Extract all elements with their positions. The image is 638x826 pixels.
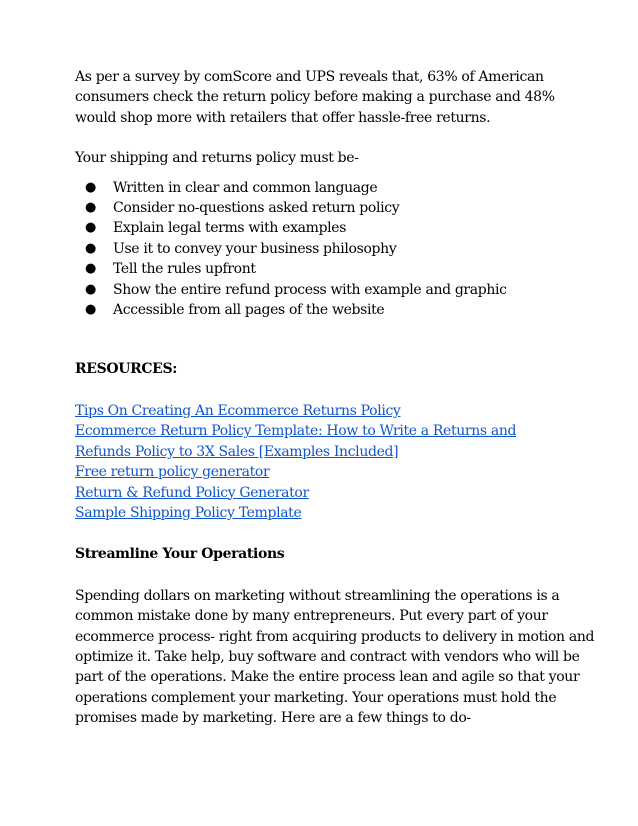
list-item [75, 198, 595, 218]
bullet-icon: ● [85, 240, 96, 256]
bullet-icon: ● [85, 261, 96, 277]
list-item-text: Show the entire refund process with example and graphic [113, 281, 507, 298]
list-item [75, 178, 595, 198]
list-item-text: Accessible from all pages of the website [113, 302, 385, 319]
operations-paragraph: Spending dollars on marketing without streamlining the operations is a common mistake done by many entrepreneurs. Put every part of your ecommerce process- right from acquiring products to delivery in motion and optimize it. Take help, buy software and contract with vendors who will be part of the operations. Make the entire process lean and agile so that your operations complement your marketing. Your operations must hold the promises made by marketing. Here are a few things to do- [75, 587, 595, 727]
resources-heading: RESOURCES: [75, 361, 178, 378]
list-item [75, 259, 595, 279]
list-item [75, 218, 595, 238]
resource-link-refund-generator[interactable]: Return & Refund Policy Generator [75, 484, 309, 501]
document-page [75, 67, 595, 729]
list-item-text: Written in clear and common language [113, 179, 378, 196]
bullet-icon: ● [85, 302, 96, 318]
operations-heading: Streamline Your Operations [75, 546, 285, 563]
list-item-text: Tell the rules upfront [113, 261, 256, 278]
bullet-icon: ● [85, 200, 96, 216]
list-item [75, 280, 595, 300]
list-item-text: Use it to convey your business philosophy [113, 240, 397, 257]
bullet-icon: ● [85, 179, 96, 195]
resource-link-policy-template[interactable]: Ecommerce Return Policy Template: How to Write a Returns and Refunds Policy to 3X Sales [Examples Included] [75, 423, 517, 460]
resource-link-returns-tips[interactable]: Tips On Creating An Ecommerce Returns Policy [75, 402, 401, 419]
policy-checklist [75, 178, 595, 321]
bullet-icon: ● [85, 281, 96, 297]
policy-lead: Your shipping and returns policy must be- [75, 150, 359, 167]
resource-link-free-generator[interactable]: Free return policy generator [75, 464, 270, 481]
list-item-text: Consider no-questions asked return policy [113, 200, 400, 217]
list-item [75, 300, 595, 320]
list-item-text: Explain legal terms with examples [113, 220, 347, 237]
resource-link-shipping-template[interactable]: Sample Shipping Policy Template [75, 504, 302, 521]
bullet-icon: ● [85, 220, 96, 236]
list-item [75, 239, 595, 259]
resources-links [75, 401, 595, 523]
intro-paragraph: As per a survey by comScore and UPS reveals that, 63% of American consumers check the return policy before making a purchase and 48% would shop more with retailers that offer hassle-free returns. [75, 69, 555, 126]
